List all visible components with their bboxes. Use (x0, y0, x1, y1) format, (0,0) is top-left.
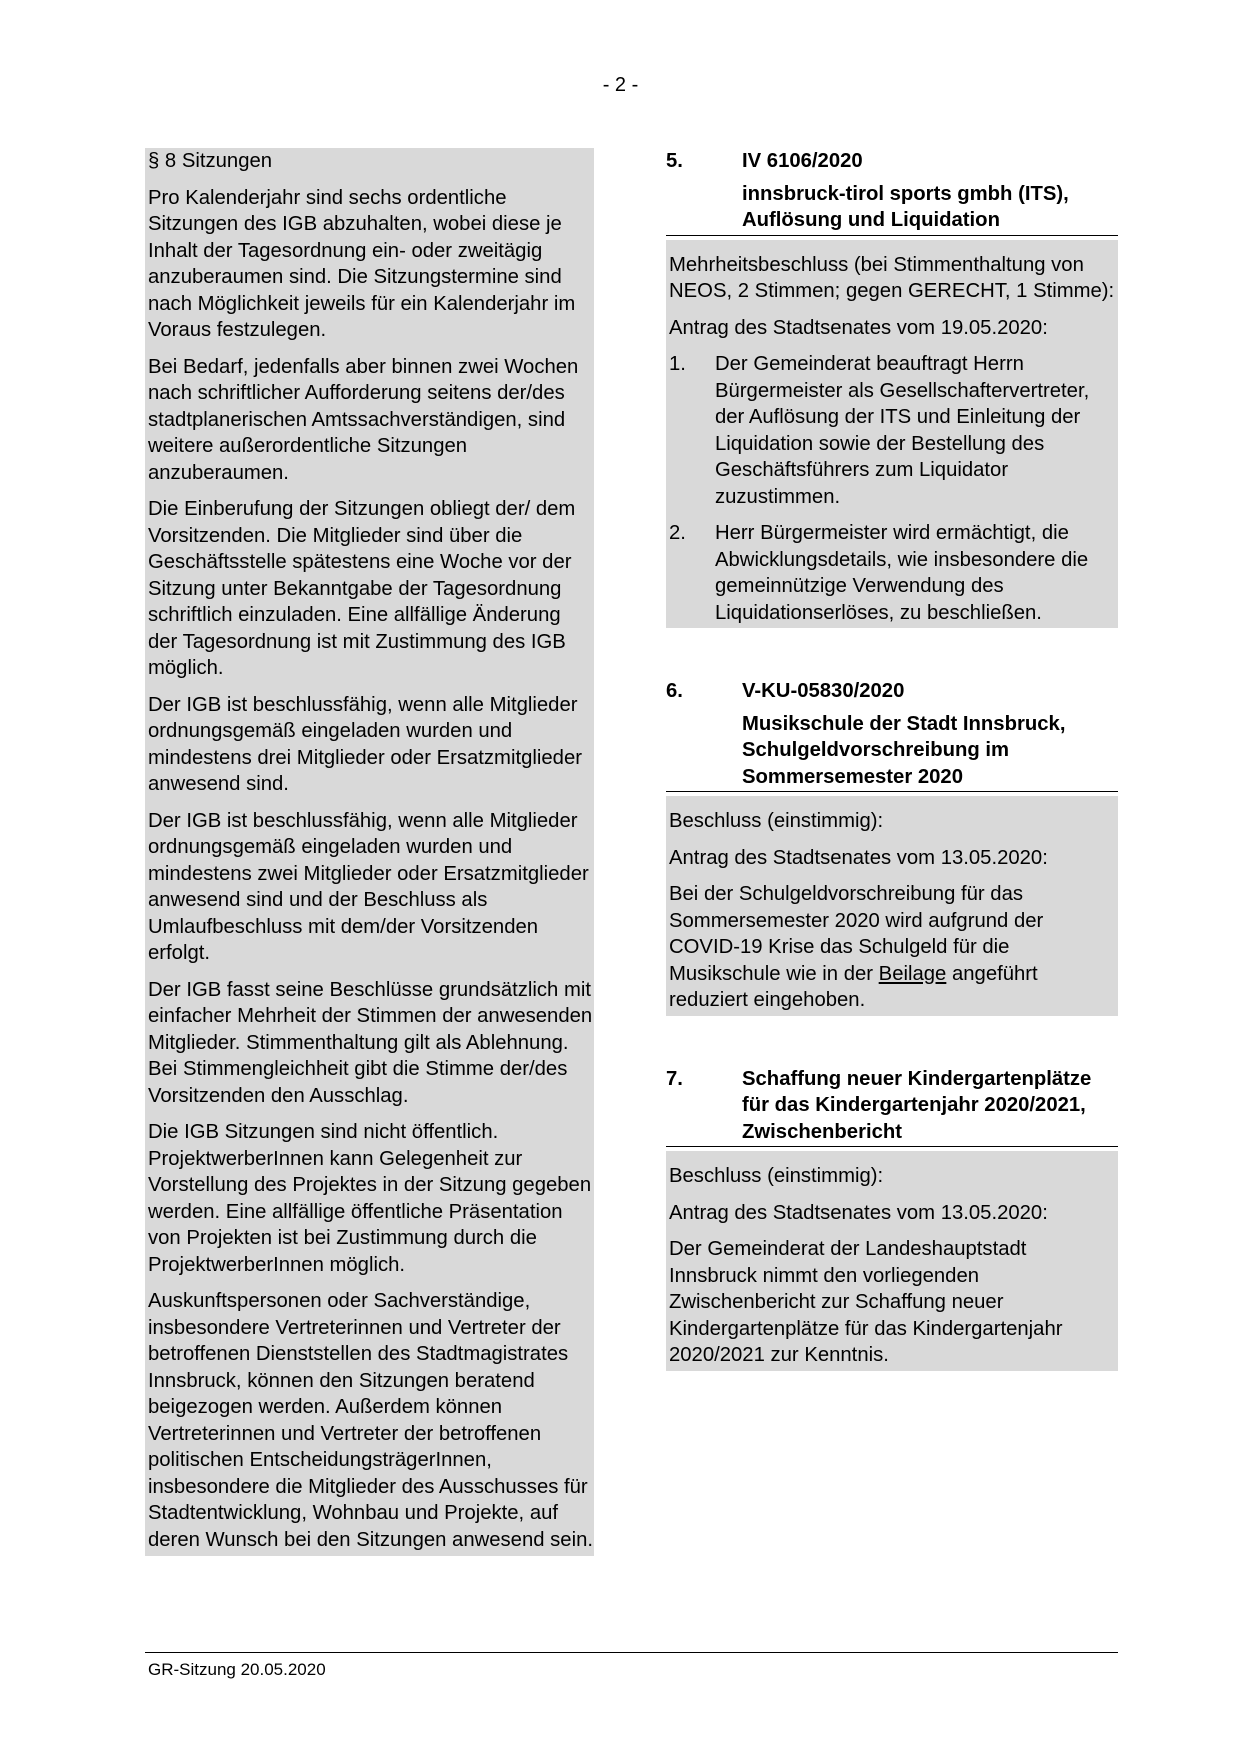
divider (666, 791, 1118, 792)
paragraph: Der IGB ist beschlussfähig, wenn alle Mitglieder ordnungsgemäß eingeladen wurden und mindestens zwei Mitglieder oder Ersatzmitglieder anwesend sind und der Beschluss als Umlaufbeschluss mit dem/der Vorsitzenden erfolgt. (148, 809, 589, 964)
item-title: Musikschule der Stadt Innsbruck, Schulgeldvorschreibung im Sommersemester 2020 (742, 712, 1066, 788)
item-title: Schaffung neuer Kindergartenplätze für das Kindergartenjahr 2020/2021, Zwischenbericht (742, 1067, 1092, 1143)
item-heading (666, 148, 1118, 175)
item-code: IV 6106/2020 (742, 150, 863, 172)
agenda-item-5 (666, 148, 1118, 628)
list-item (669, 351, 1115, 510)
paragraph: Die IGB Sitzungen sind nicht öffentlich. ProjektwerberInnen kann Gelegenheit zur Vorstellung des Projektes in der Sitzung gegeben werden. Eine allfällige öffentliche Präsentation von Projekten ist bei Zustimmung durch die ProjektwerberInnen möglich. (148, 1121, 592, 1276)
list-text: Der Gemeinderat beauftragt Herrn Bürgermeister als Gesellschaftervertreter, der Auflösung der ITS und Einleitung der Liquidation sowie der Bestellung des Geschäftsführers zum Liquidator zuzustimmen. (715, 353, 1090, 508)
decision-text-part: angeführt reduziert eingehoben. (669, 962, 1038, 1011)
item-heading (666, 678, 1118, 705)
list-number: 2. (669, 522, 686, 544)
item-code: V-KU-05830/2020 (742, 680, 905, 702)
motion-text: Antrag des Stadtsenates vom 19.05.2020: (669, 316, 1048, 339)
resolution-box (666, 240, 1118, 629)
paragraph: Auskunftspersonen oder Sachverständige, insbesondere Vertreterinnen und Vertreter der betroffenen Dienststellen des Stadtmagistrates Innsbruck, können den Sitzungen beratend beigezogen werden. Außerdem können Vertreterinnen und Vertreter der betroffenen politischen EntscheidungsträgerInnen, insbesondere die Mitglieder des Ausschusses für Stadtentwicklung, Wohnbau und Projekte, auf deren Wunsch bei den Sitzungen anwesend sein. (148, 1290, 593, 1551)
decision-text: Der Gemeinderat der Landeshauptstadt Innsbruck nimmt den vorliegenden Zwischenbericht zur Schaffung neuer Kindergartenplätze für das Kindergartenjahr 2020/2021 zur Kenntnis. (669, 1238, 1063, 1366)
footer-divider (145, 1652, 1118, 1653)
paragraph: Der IGB ist beschlussfähig, wenn alle Mitglieder ordnungsgemäß eingeladen wurden und mindestens drei Mitglieder oder Ersatzmitglieder anwesend sind. (148, 693, 582, 795)
paragraph: Bei Bedarf, jedenfalls aber binnen zwei Wochen nach schriftlicher Aufforderung seitens der/des stadtplanerischen Amtssachverständigen, sind weitere außerordentliche Sitzungen anzuberaumen. (148, 355, 579, 484)
page-number: - 2 - (602, 74, 639, 96)
item-heading (666, 1066, 1118, 1146)
item-title: innsbruck-tirol sports gmbh (ITS), Auflösung und Liquidation (742, 182, 1069, 231)
resolution-box (666, 796, 1118, 1016)
list-text: Herr Bürgermeister wird ermächtigt, die Abwicklungsdetails, wie insbesondere die gemeinnützige Verwendung des Liquidationserlöses, zu beschließen. (715, 522, 1089, 624)
right-column (666, 148, 1118, 1371)
decision-text (669, 881, 1115, 1014)
left-column-section (145, 148, 594, 1556)
section-heading: § 8 Sitzungen (148, 150, 273, 172)
agenda-item-7 (666, 1066, 1118, 1371)
item-number: 6. (666, 680, 683, 702)
motion-text: Antrag des Stadtsenates vom 13.05.2020: (669, 846, 1048, 869)
paragraph: Die Einberufung der Sitzungen obliegt der/ dem Vorsitzenden. Die Mitglieder sind über die Geschäftsstelle spätestens eine Woche vor der Sitzung unter Bekanntgabe der Tagesordnung schriftlich einzuladen. Eine allfällige Änderung der Tagesordnung ist mit Zustimmung des IGB möglich. (148, 498, 576, 679)
resolution-text: Mehrheitsbeschluss (bei Stimmenthaltung von NEOS, 2 Stimmen; gegen GERECHT, 1 Stimme): (669, 253, 1115, 302)
resolution-box (666, 1151, 1118, 1371)
list-item (669, 520, 1115, 626)
resolution-text: Beschluss (einstimmig): (669, 1165, 884, 1187)
item-number: 5. (666, 150, 683, 172)
footer-text: GR-Sitzung 20.05.2020 (148, 1660, 326, 1679)
paragraph: Pro Kalenderjahr sind sechs ordentliche Sitzungen des IGB abzuhalten, wobei diese je Inhalt der Tagesordnung ein- oder zweitägig anzuberaumen sind. Die Sitzungstermine sind nach Möglichkeit jeweils für ein Kalenderjahr im Voraus festzulegen. (148, 186, 576, 341)
divider (666, 235, 1118, 236)
agenda-item-6 (666, 678, 1118, 1016)
resolution-text: Beschluss (einstimmig): (669, 810, 884, 832)
item-number: 7. (666, 1067, 683, 1090)
paragraph: Der IGB fasst seine Beschlüsse grundsätzlich mit einfacher Mehrheit der Stimmen der anwesenden Mitglieder. Stimmenthaltung gilt als Ablehnung. Bei Stimmengleichheit gibt die Stimme der/des Vorsitzenden den Ausschlag. (148, 978, 593, 1107)
motion-text: Antrag des Stadtsenates vom 13.05.2020: (669, 1201, 1048, 1224)
decision-text-part: Bei der Schulgeldvorschreibung für das Sommersemester 2020 wird aufgrund der COVID-19 Krise das Schulgeld für die Musikschule wie in der (669, 883, 1044, 985)
list-number: 1. (669, 353, 686, 375)
beilage-link[interactable]: Beilage (878, 962, 947, 985)
divider (666, 1146, 1118, 1147)
